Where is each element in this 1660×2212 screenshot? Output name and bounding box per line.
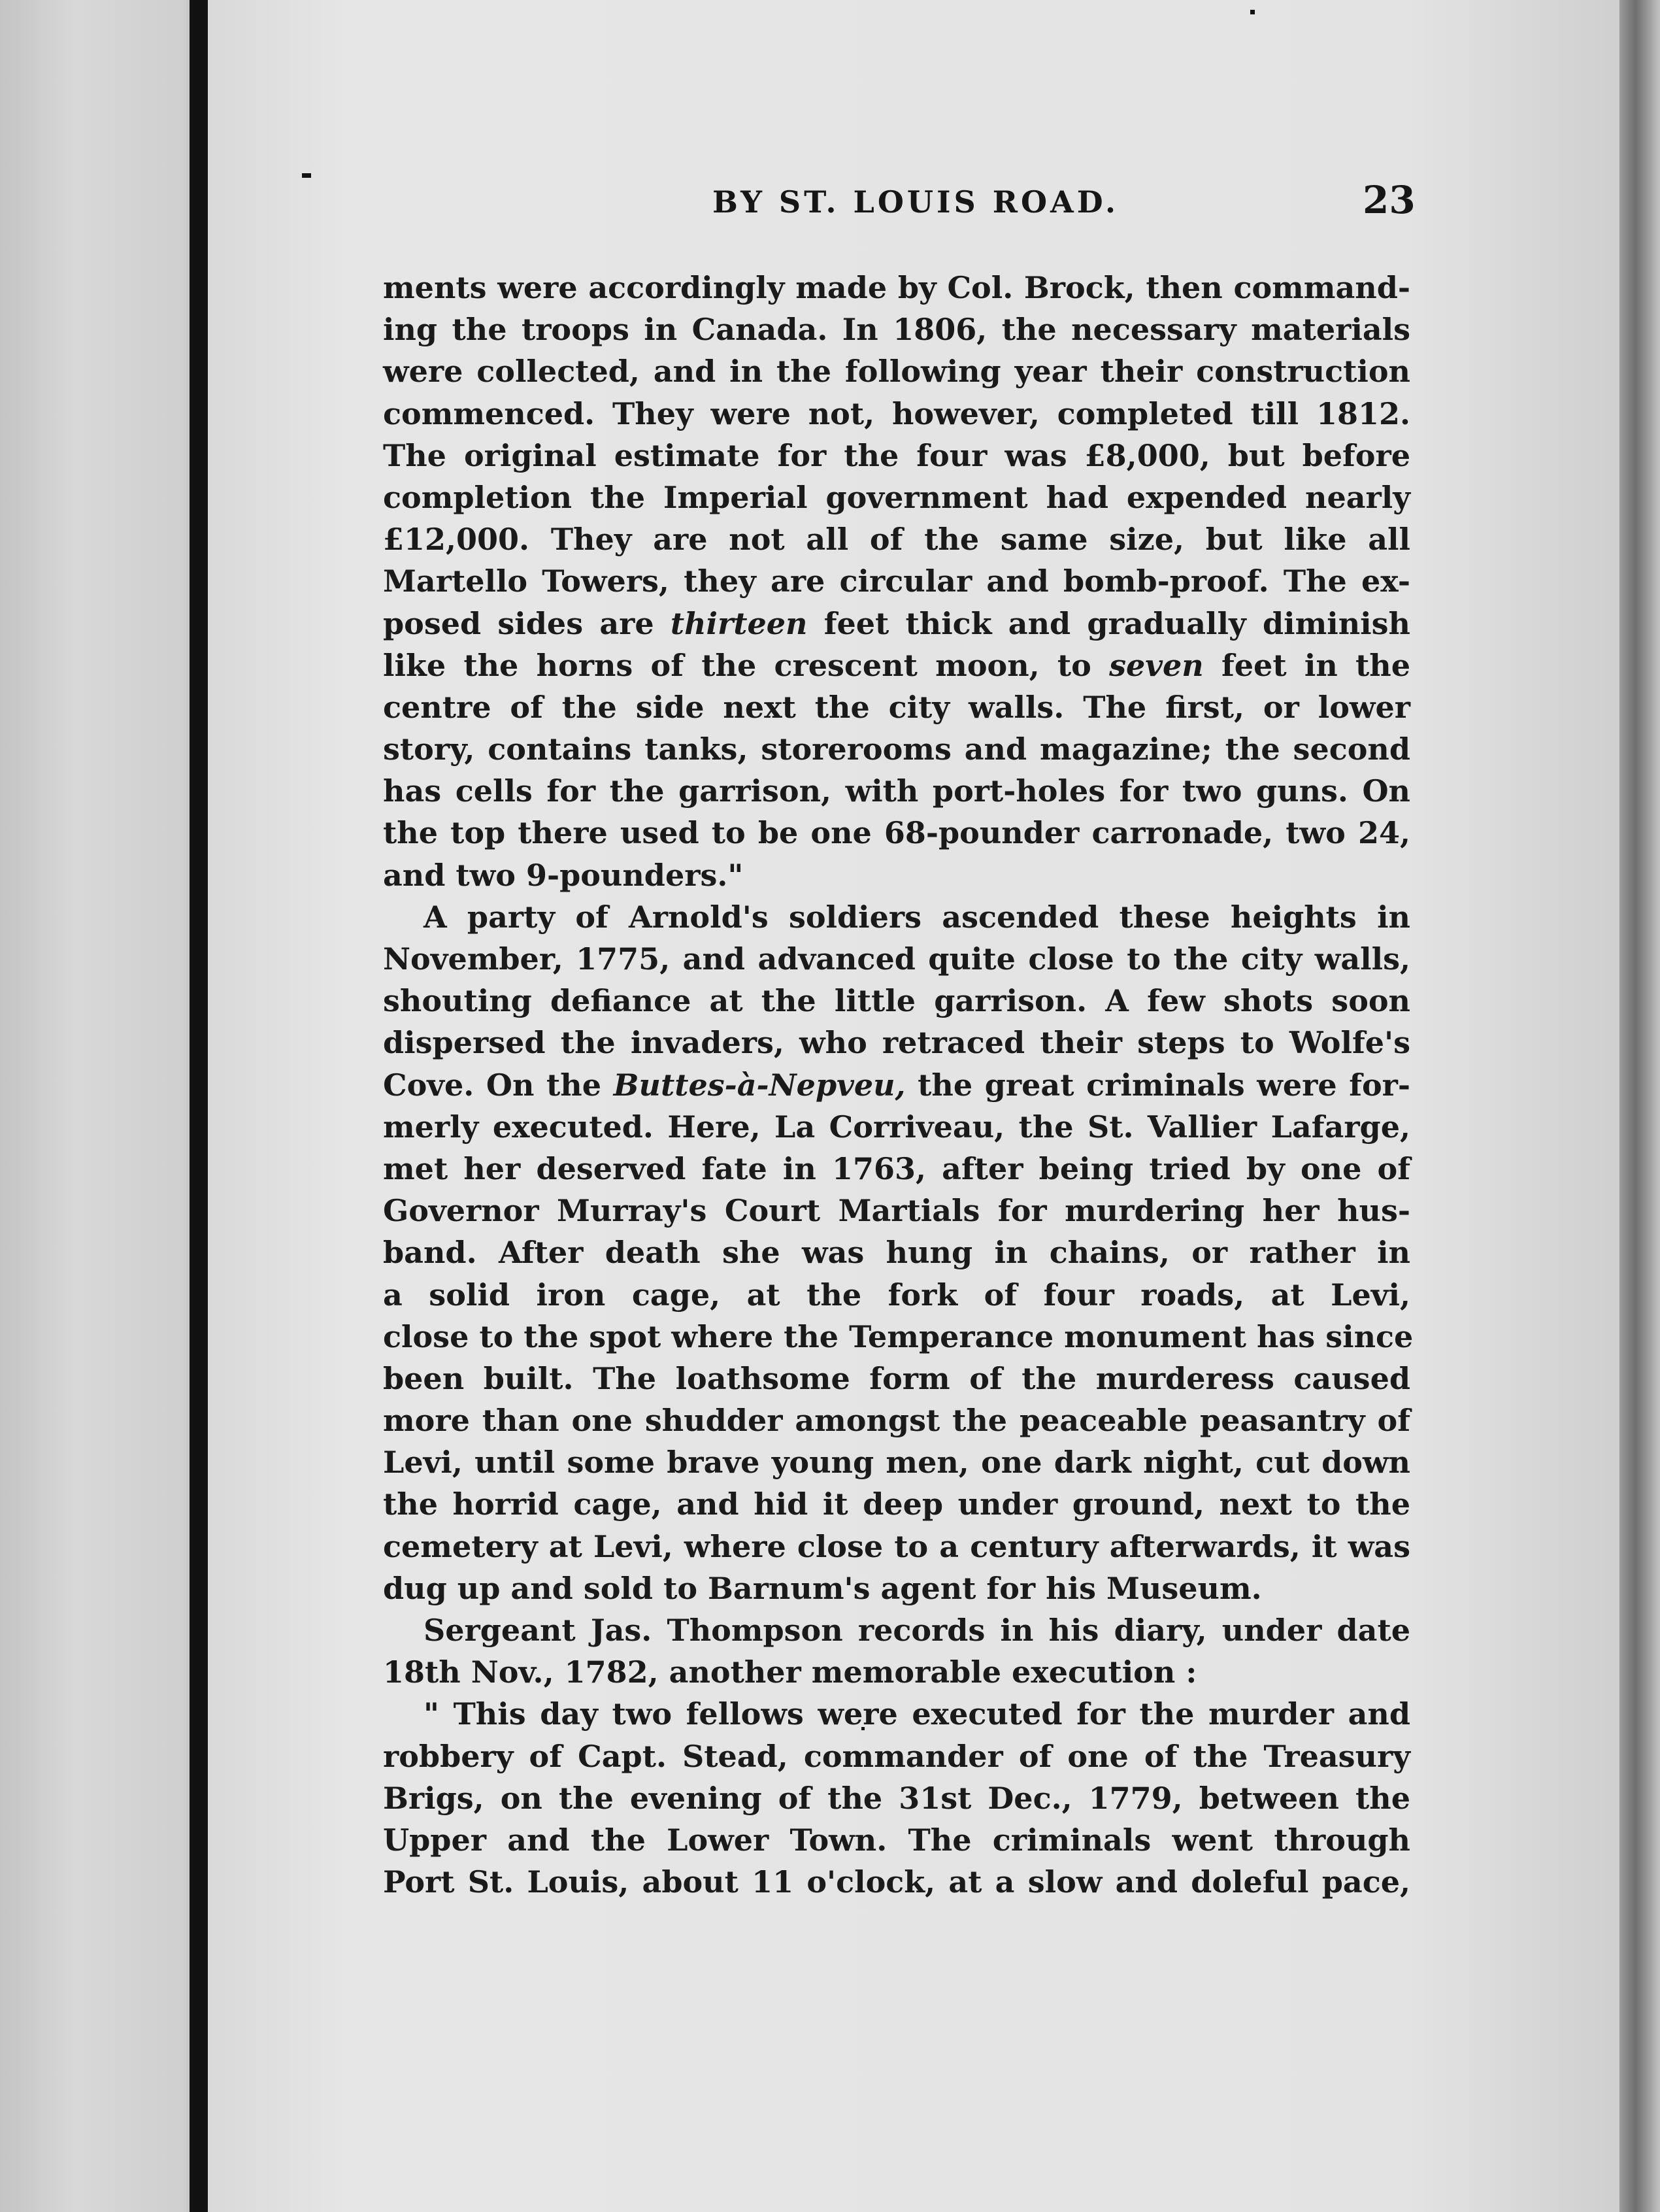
body-text [383, 267, 1414, 1900]
text-line: Port St. Louis, about 11 o'clock, at a slow and doleful pace, [383, 1864, 1410, 1900]
text-line: ing the troops in Canada. In 1806, the necessary materials [383, 312, 1410, 348]
text-line: centre of the side next the city walls. The first, or lower [383, 689, 1410, 725]
ink-speck [302, 173, 311, 178]
text-run: feet thick and gradually diminish [807, 605, 1410, 641]
text-line: a solid iron cage, at the fork of four roads, at Levi, [383, 1277, 1410, 1313]
text-line: story, contains tanks, storerooms and magazine; the second [383, 731, 1410, 767]
page-right-edge [1619, 0, 1660, 2212]
page-number: 23 [1363, 178, 1416, 222]
facing-page-edge [0, 0, 186, 2212]
text-line: merly executed. Here, La Corriveau, the St. Vallier Lafarge, [383, 1109, 1410, 1145]
text-line [383, 603, 1410, 645]
text-line: band. After death she was hung in chains, or rather in [383, 1235, 1410, 1271]
ink-speck [1250, 10, 1255, 14]
text-line: Sergeant Jas. Thompson records in his diary, under date [423, 1613, 1410, 1648]
text-run: the great criminals were for- [905, 1067, 1411, 1103]
text-line: dug up and sold to Barnum's agent for his Museum. [383, 1570, 1262, 1606]
text-line: completion the Imperial government had expended nearly [383, 479, 1410, 515]
text-line: Governor Murray's Court Martials for murdering her hus- [383, 1193, 1410, 1229]
italic-word: thirteen [670, 605, 808, 641]
text-line: and two 9-pounders." [383, 857, 744, 893]
text-line: has cells for the garrison, with port-holes for two guns. On [383, 773, 1410, 809]
text-line: were collected, and in the following year their construction [383, 354, 1410, 390]
text-line [383, 645, 1410, 686]
text-line [383, 1064, 1410, 1106]
text-run: posed sides are [383, 605, 671, 641]
text-line: cemetery at Levi, where close to a century afterwards, it was [383, 1528, 1410, 1564]
text-run: like the horns of the crescent moon, to [383, 647, 1110, 683]
italic-place-name: Buttes-à-Nepveu, [613, 1067, 906, 1103]
text-line: Upper and the Lower Town. The criminals went through [383, 1822, 1410, 1858]
text-line: commenced. They were not, however, completed till 1812. [383, 395, 1410, 431]
text-line: close to the spot where the Temperance monument has since [383, 1318, 1414, 1354]
text-run: Cove. On the [383, 1067, 614, 1103]
text-line: dispersed the invaders, who retraced their steps to Wolfe's [383, 1025, 1410, 1061]
running-header: BY ST. LOUIS ROAD. [712, 184, 1120, 220]
text-line: Levi, until some brave young men, one dark night, cut down [383, 1445, 1410, 1481]
text-line: the horrid cage, and hid it deep under ground, next to the [383, 1486, 1410, 1522]
italic-word: seven [1109, 647, 1204, 683]
text-line: the top there used to be one 68-pounder carronade, two 24, [383, 815, 1410, 851]
text-line: met her deserved fate in 1763, after being tried by one of [383, 1150, 1410, 1186]
text-line: 18th Nov., 1782, another memorable execution : [383, 1654, 1197, 1690]
text-line: The original estimate for the four was £8,000, but before [383, 437, 1410, 473]
text-run: feet in the [1203, 647, 1410, 683]
text-line: Martello Towers, they are circular and bomb-proof. The ex- [383, 563, 1410, 599]
text-line: more than one shudder amongst the peaceable peasantry of [383, 1403, 1410, 1439]
text-line: shouting defiance at the little garrison. A few shots soon [383, 983, 1410, 1019]
text-line: ments were accordingly made by Col. Brock, then command- [383, 270, 1410, 305]
text-line: £12,000. They are not all of the same size, but like all [383, 522, 1410, 558]
text-line: November, 1775, and advanced quite close to the city walls, [383, 941, 1410, 977]
text-line: A party of Arnold's soldiers ascended these heights in [423, 899, 1410, 935]
text-line: " This day two fellows were executed for the murder and [423, 1696, 1410, 1732]
text-line: Brigs, on the evening of the 31st Dec., 1779, between the [383, 1780, 1410, 1816]
text-line: been built. The loathsome form of the murderess caused [383, 1360, 1410, 1396]
text-line: robbery of Capt. Stead, commander of one of the Treasury [383, 1738, 1410, 1774]
book-gutter-shadow [190, 0, 208, 2212]
